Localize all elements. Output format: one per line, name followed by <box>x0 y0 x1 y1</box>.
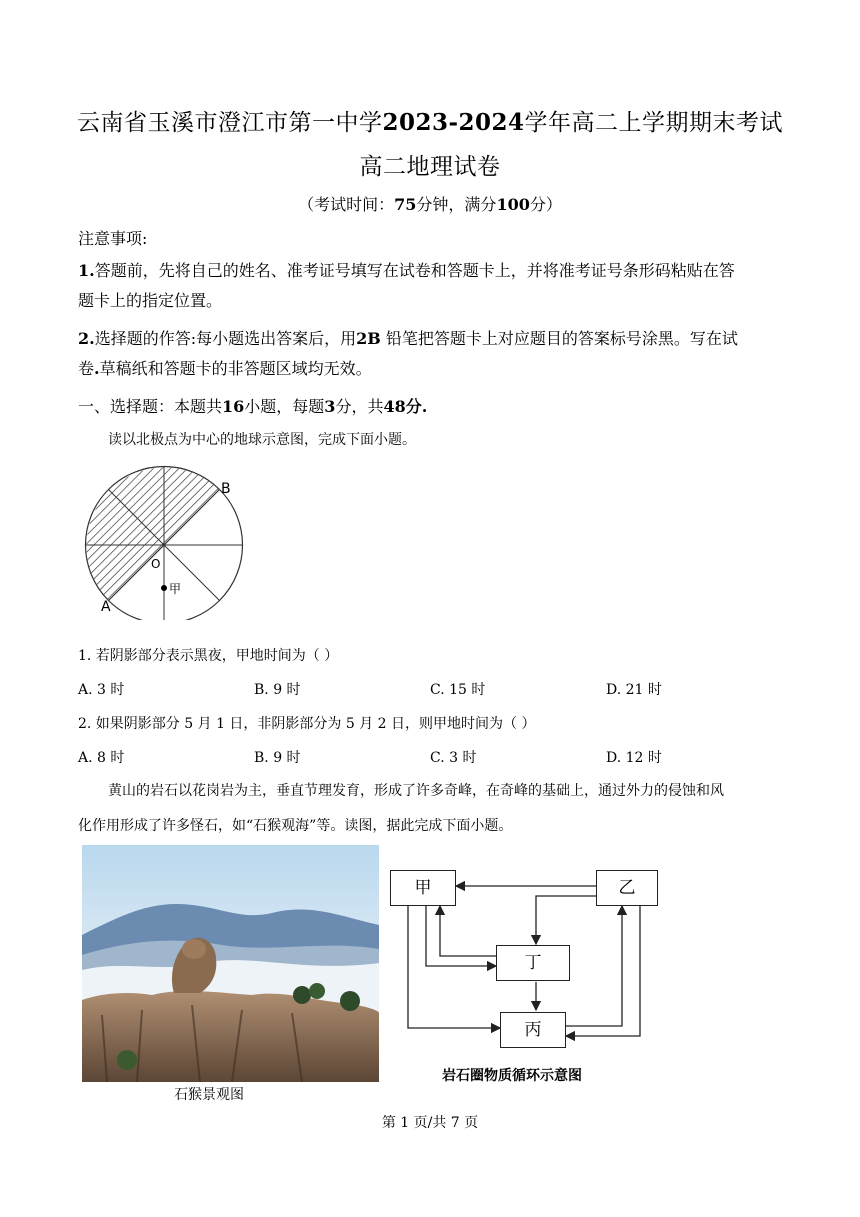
page-number: 第 1 页/共 7 页 <box>381 1115 479 1131</box>
q1-stem: 1. 若阴影部分表示黑夜，甲地时间为（ ） <box>78 648 339 664</box>
label-b: B <box>221 481 231 497</box>
diagram-caption: 岩石圈物质循环示意图 <box>442 1068 582 1084</box>
box-bing: 丙 <box>500 1012 566 1048</box>
q2-option-b[interactable]: B. 9 时 <box>254 750 301 766</box>
exam-title-line2: 高二地理试卷 <box>359 154 501 180</box>
q2-option-d[interactable]: D. 12 时 <box>606 750 662 766</box>
label-o: O <box>151 557 161 571</box>
exam-title-line1: 云南省玉溪市澄江市第一中学2023-2024学年高二上学期期末考试 <box>76 109 784 136</box>
stone-monkey-photo <box>82 845 379 1082</box>
q1-option-b[interactable]: B. 9 时 <box>254 682 301 698</box>
notes-heading: 注意事项: <box>78 229 148 248</box>
section1-heading: 一、选择题：本题共16小题，每题3分，共48分. <box>78 397 428 416</box>
q1-option-a[interactable]: A. 3 时 <box>78 682 125 698</box>
q1-option-d[interactable]: D. 21 时 <box>606 682 662 698</box>
note-item-2: 2.选择题的作答:每小题选出答案后，用2B 铅笔把答题卡上对应题目的答案标号涂黑。写在试 卷.草稿纸和答题卡的非答题区域均无效。 <box>78 329 738 378</box>
intro1-text: 读以北极点为中心的地球示意图，完成下面小题。 <box>108 432 416 448</box>
q1-option-c[interactable]: C. 15 时 <box>430 682 486 698</box>
box-jia: 甲 <box>390 870 456 906</box>
q2-option-a[interactable]: A. 8 时 <box>78 750 125 766</box>
label-jia: 甲 <box>169 582 182 596</box>
intro2-line1: 黄山的岩石以花岗岩为主，垂直节理发育，形成了许多奇峰，在奇峰的基础上，通过外力的侵蚀和风 <box>108 783 724 799</box>
point-jia <box>161 585 167 591</box>
box-yi: 乙 <box>596 870 658 906</box>
label-a: A <box>101 599 111 615</box>
intro2-line2: 化作用形成了许多怪石，如“石猴观海”等。读图，据此完成下面小题。 <box>78 818 513 834</box>
exam-info: （考试时间：75分钟，满分100分） <box>298 195 562 214</box>
polar-diagram <box>80 465 250 620</box>
photo-caption: 石猴景观图 <box>174 1087 244 1103</box>
q2-option-c[interactable]: C. 3 时 <box>430 750 477 766</box>
box-ding: 丁 <box>496 945 570 981</box>
q2-stem: 2. 如果阴影部分 5 月 1 日，非阴影部分为 5 月 2 日，则甲地时间为（ ） <box>78 716 536 732</box>
note-item-1: 1.答题前，先将自己的姓名、准考证号填写在试卷和答题卡上，并将准考证号条形码粘贴在答 题卡上的指定位置。 <box>78 261 735 310</box>
